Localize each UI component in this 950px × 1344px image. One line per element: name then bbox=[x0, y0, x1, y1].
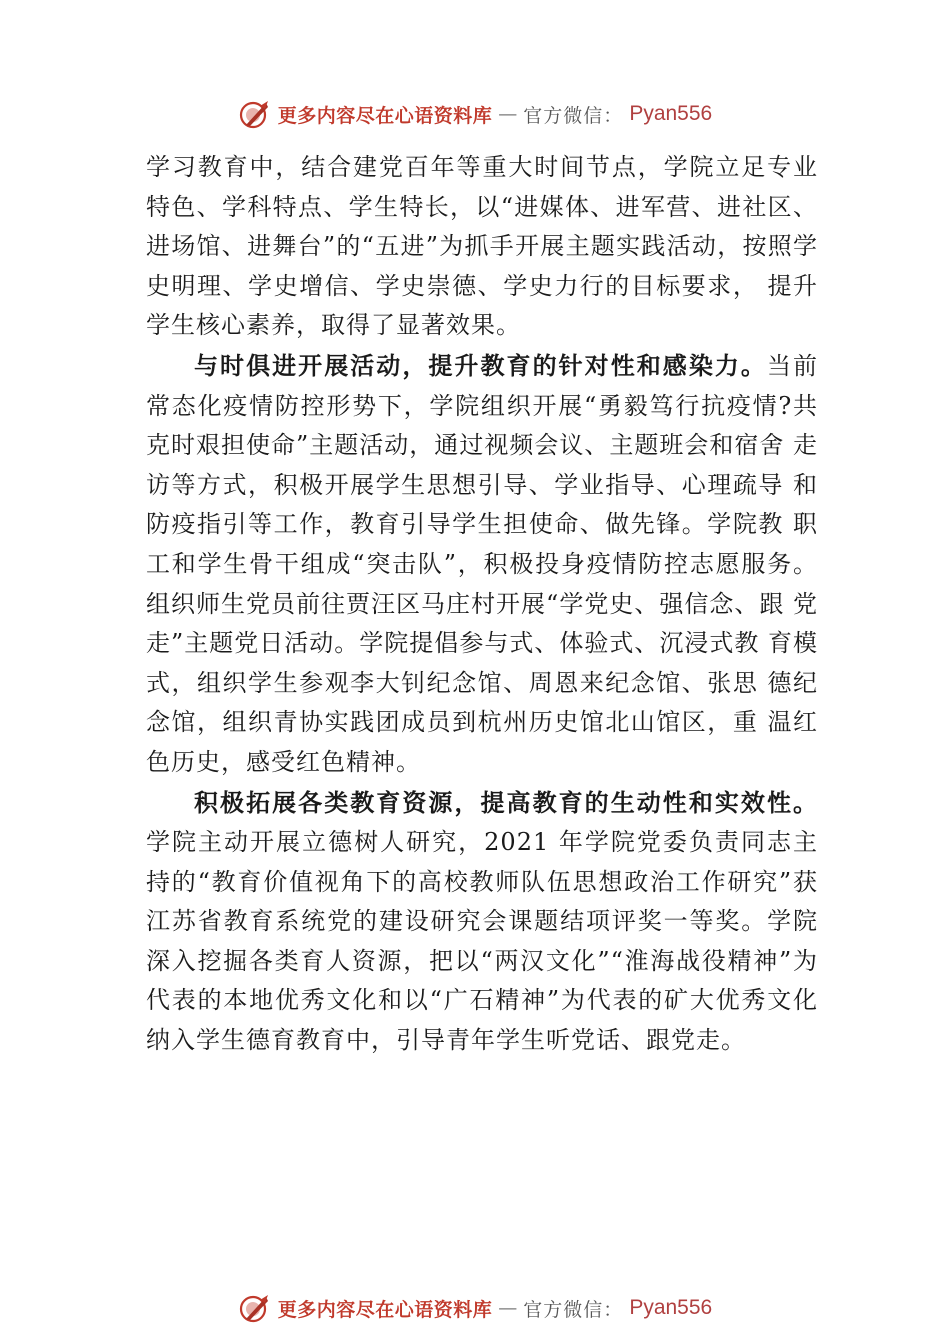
paragraph-2-body: 当前常态化疫情防控形势下，学院组织开展“勇毅笃行抗疫情?共克时艰担使命”主题活动，通过视频会议、主题班会和宿舍 走访等方式，积极开展学生思想引导、学业指导、心理疏导 和防疫指引等工作，教育引导学生担使命、做先锋。学院教 职工和学生骨干组成“突击队”，积极投身疫情防控志愿服务。组织师生党员前往贾汪区马庄村开展“学党史、强信念、跟 党走”主题党日活动。学院提倡参与式、体验式、沉浸式教 育模式，组织学生参观李大钊纪念馆、周恩来纪念馆、张思 德纪念馆，组织青协实践团成员到杭州历史馆北山馆区，重 温红色历史，感受红色精神。 bbox=[146, 351, 819, 776]
banner-title: 更多内容尽在心语资料库 bbox=[277, 104, 493, 127]
banner-separator: — bbox=[498, 103, 518, 125]
document-body bbox=[146, 148, 818, 1061]
paragraph-1: 学习教育中，结合建党百年等重大时间节点，学院立足专业特色、学科特点、学生特长，以“进媒体、进军营、进社区、进场馆、进舞台”的“五进”为抓手开展主题实践活动，按照学史明理、学史增信、学史崇德、学史力行的目标要求， 提升学生核心素养，取得了显著效果。 bbox=[146, 153, 818, 340]
paragraph-3 bbox=[146, 783, 818, 1061]
wechat-id: Pyan556 bbox=[629, 102, 713, 125]
quill-logo-icon bbox=[238, 1291, 272, 1325]
banner-title: 更多内容尽在心语资料库 bbox=[277, 1298, 493, 1321]
wechat-label: 官方微信： bbox=[523, 104, 624, 127]
paragraph-3-heading: 积极拓展各类教育资源，提高教育的生动性和实效性。 bbox=[194, 787, 818, 817]
header-banner bbox=[0, 94, 950, 134]
wechat-label: 官方微信： bbox=[523, 1298, 624, 1321]
paragraph-2-heading: 与时俱进开展活动，提升教育的针对性和感染力。 bbox=[194, 350, 767, 380]
footer-banner bbox=[0, 1288, 950, 1328]
wechat-id: Pyan556 bbox=[629, 1296, 713, 1319]
paragraph-3-body: 学院主动开展立德树人研究，2021 年学院党委负责同志主持的“教育价值视角下的高校教师队伍思想政治工作研究”获江苏省教育系统党的建设研究会课题结项评奖一等奖。学院深入挖掘各类育人资源，把以“两汉文化”“淮海战役精神”为代表的本地优秀文化和以“广石精神”为代表的矿大优秀文化纳入学生德育教育中，引导青年学生听党话、跟党走。 bbox=[146, 828, 818, 1055]
paragraph-2 bbox=[146, 346, 818, 783]
banner-separator: — bbox=[498, 1297, 518, 1319]
quill-logo-icon bbox=[238, 97, 272, 131]
